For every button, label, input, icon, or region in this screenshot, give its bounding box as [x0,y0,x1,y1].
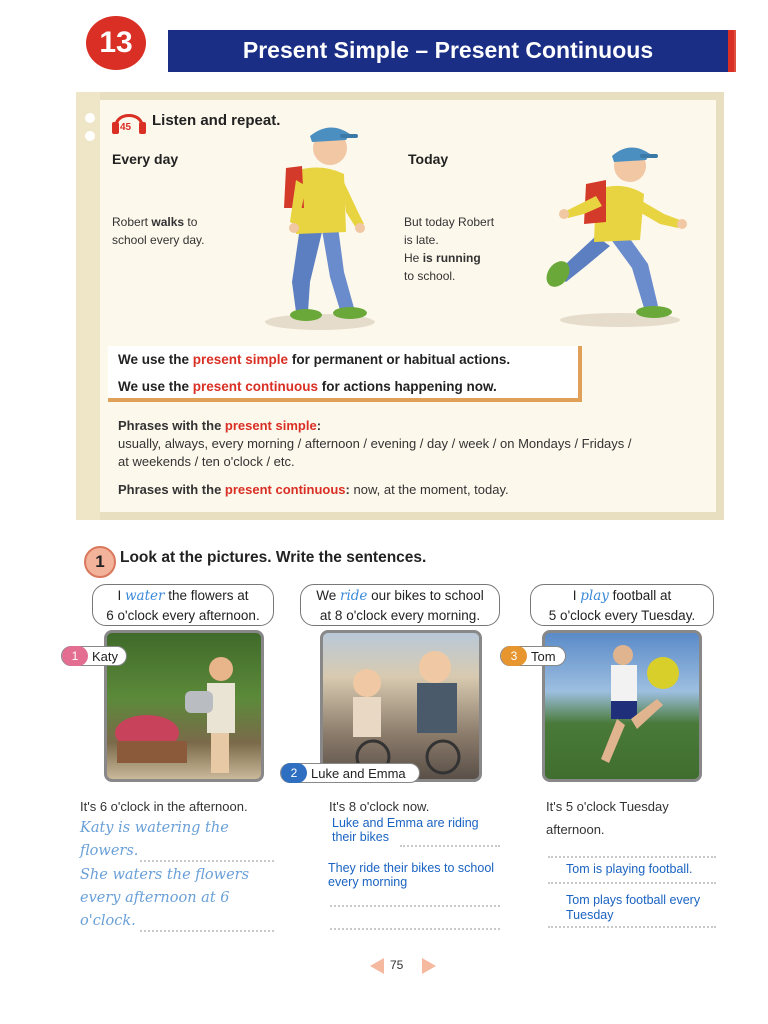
exercise-instruction: Look at the pictures. Write the sentences. [120,549,427,566]
text-line: is late. [404,233,439,247]
dotted-line [330,905,500,907]
text-fragment: our bikes to school [367,588,484,603]
answer-line[interactable]: Tuesday [566,908,614,922]
speech-bubble-1 [92,584,274,626]
answer-line[interactable]: They ride their bikes to school [328,861,495,875]
answer-line[interactable]: Katy is watering the [80,820,229,836]
item-name: Luke and Emma [311,765,406,781]
text-fragment: He [404,251,423,265]
label-tom [500,646,566,666]
text-fragment: now, at the moment, today. [349,482,509,497]
item-number: 1 [62,646,88,666]
page-title: Present Simple – Present Continuous [242,37,654,63]
phrases-simple-line: at weekends / ten o'clock / etc. [118,454,295,469]
item-number: 3 [501,646,527,666]
text-line: 5 o'clock every Tuesday. [548,608,696,623]
verb-is-running: is running [422,251,481,265]
exercise-number: 1 [95,552,105,571]
text-fragment: Robert [112,215,152,229]
text-line: But today Robert [404,215,495,229]
label-luke-emma [280,763,420,783]
dotted-line [548,926,716,928]
text-fragment: I [572,588,581,603]
text-fragment: football at [608,588,672,603]
page-number: 75 [390,958,404,972]
answer-line[interactable]: every afternoon at 6 [80,890,230,906]
text-line: 6 o'clock every afternoon. [106,608,260,623]
term-present-continuous: present continuous [192,379,319,394]
unit-number: 13 [99,26,133,59]
photo-football-scene [545,633,699,779]
text-fragment: : [345,482,350,497]
answer-line[interactable]: flowers. [80,843,139,859]
dotted-line [400,845,500,847]
item-number: 2 [281,763,307,783]
text-fragment: I [117,588,125,603]
unit-number-badge [86,16,146,70]
term-present-simple: present simple [192,352,289,367]
text-line: to school. [404,269,456,283]
answer-line[interactable]: Tom is playing football. [566,862,693,876]
gap-answer[interactable]: play [580,588,609,604]
answer-line[interactable]: She waters the flowers [80,867,250,883]
text-fragment: We use the [118,352,193,367]
photo-katy-watering [104,630,264,782]
answer-line[interactable]: o'clock. [80,913,136,929]
label-katy [61,646,127,666]
text-fragment: the flowers at [164,588,249,603]
photo-katy-scene [107,633,261,779]
next-page-arrow[interactable] [422,958,436,974]
text-fragment: We [316,588,341,603]
answer-line[interactable]: Luke and Emma are riding [332,816,479,830]
audio-track-number: 45 [120,122,132,133]
rule-present-continuous [118,379,497,394]
text-fragment: school every day. [112,233,205,247]
every-day-heading: Every day [112,151,179,167]
binder-dot [85,131,95,141]
phrases-simple-heading [118,417,321,435]
rule-present-simple [118,352,510,367]
dotted-line [330,928,500,930]
caption-1: It's 6 o'clock in the afternoon. [80,799,248,814]
term-present-continuous: present continuous [224,482,346,497]
item-name: Katy [92,648,119,664]
caption-2: It's 8 o'clock now. [329,799,430,814]
text-fragment: : [316,418,322,433]
answer-line[interactable]: their bikes [332,830,389,844]
grammar-box-strip [76,92,100,520]
caption-3-line1: It's 5 o'clock Tuesday [546,799,669,814]
text-fragment: Phrases with the [118,418,225,433]
listen-instruction: Listen and repeat. [152,112,281,129]
robert-walking-illustration [250,112,390,334]
every-day-text [112,213,205,249]
gap-answer[interactable]: water [124,588,165,604]
robert-running-illustration [540,140,700,330]
speech-bubble-2 [300,584,500,626]
text-fragment: to [184,215,198,229]
title-bar [168,30,734,72]
today-text [404,213,494,285]
text-fragment: We use the [118,379,193,394]
item-name: Tom [531,648,556,664]
answer-line[interactable]: Tom plays football every [566,893,701,907]
caption-3-line2: afternoon. [546,822,605,837]
phrases-simple-line: usually, always, every morning / afternoon / evening / day / week / on Mondays / Fridays / [118,436,632,451]
term-present-simple: present simple [224,418,317,433]
photo-bikes-scene [323,633,479,779]
verb-walks: walks [151,215,185,229]
dotted-line [140,930,274,932]
text-fragment: for actions happening now. [318,379,497,394]
previous-page-arrow[interactable] [370,958,384,974]
photo-tom-football [542,630,702,782]
dotted-line [140,860,274,862]
phrases-continuous [118,481,509,499]
photo-luke-emma-bikes [320,630,482,782]
binder-dot [85,113,95,123]
text-fragment: Phrases with the [118,482,225,497]
text-fragment: for permanent or habitual actions. [288,352,511,367]
text-line: at 8 o'clock every morning. [319,608,481,623]
today-heading: Today [408,151,449,167]
exercise-number-badge [84,546,116,578]
answer-line[interactable]: every morning [328,875,408,889]
dotted-line [548,882,716,884]
dotted-line [548,856,716,858]
gap-answer[interactable]: ride [340,588,368,604]
speech-bubble-3 [530,584,714,626]
